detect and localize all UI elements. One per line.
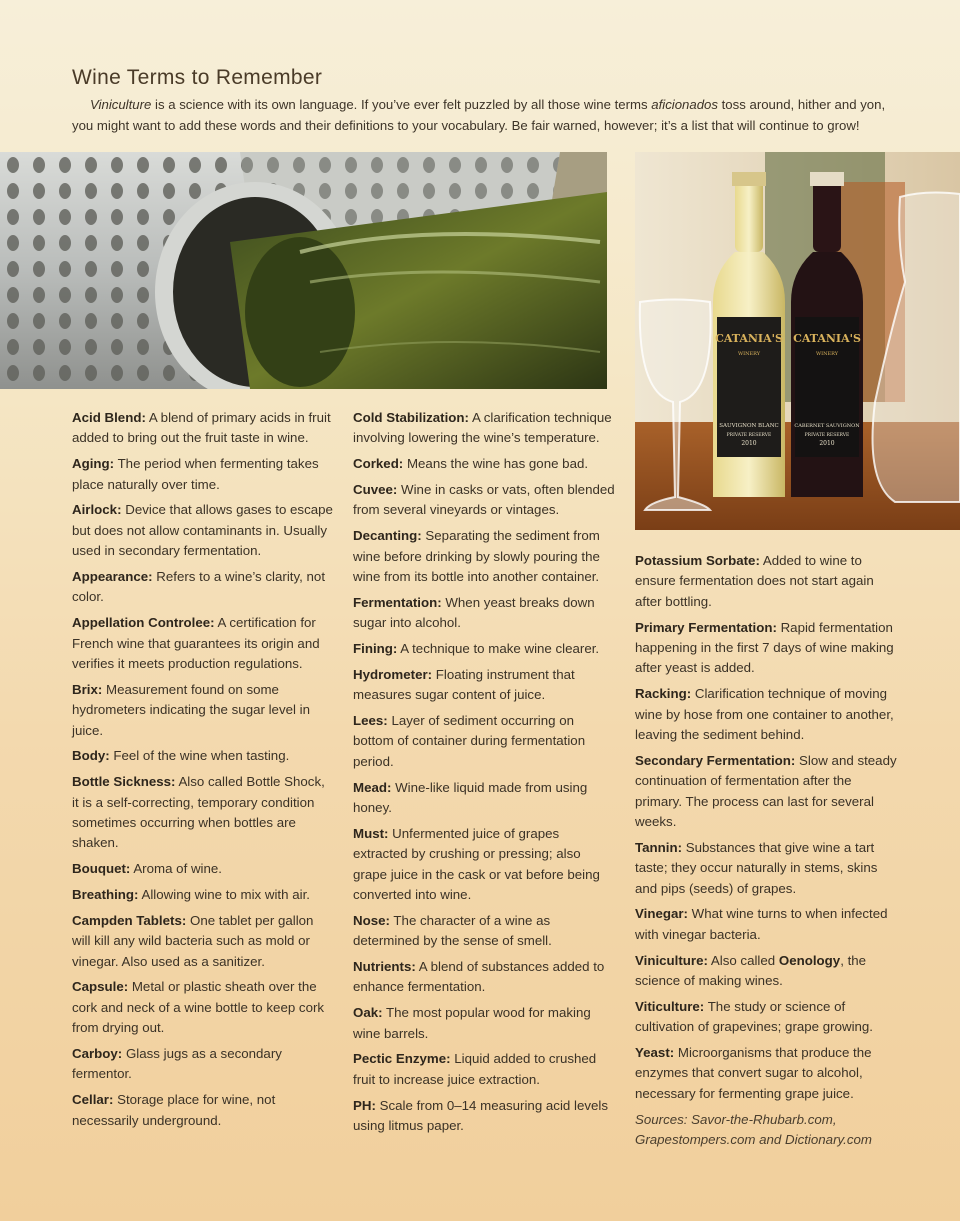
glossary-definition: A clarification technique involving lowering the wine’s temperature. [353, 410, 612, 446]
glossary-entry [353, 1049, 615, 1090]
glossary-entry [635, 618, 900, 679]
glossary-term: Appellation Controlee: [72, 615, 215, 631]
intro-paragraph [72, 94, 902, 136]
glossary-entry [72, 911, 334, 972]
glossary-definition: Metal or plastic sheath over the cork and neck of a wine bottle to keep cork from drying out. [72, 979, 325, 1036]
glossary-entry [72, 772, 334, 854]
glossary-term: Bouquet: [72, 861, 131, 877]
glossary-entry [635, 551, 900, 612]
glossary-entry [353, 824, 615, 906]
glossary-definition: Substances that give wine a tart taste; they occur naturally in stems, skins and pips (seeds) of grapes. [635, 839, 878, 896]
glossary-definition: What wine turns to when infected with vinegar bacteria. [635, 906, 888, 942]
glossary-definition: A certification for French wine that guarantees its origin and verifies it meets production regulations. [72, 615, 320, 672]
glossary-definition: Separating the sediment from wine before drinking by slowly pouring the wine from its bottle into another container. [353, 528, 600, 585]
glossary-entry [353, 957, 615, 998]
glossary-entry [353, 408, 615, 449]
glossary-definition: Clarification technique of moving wine by hose from one container to another, leaving the sediment behind. [635, 686, 894, 743]
glossary-entry [72, 977, 334, 1038]
glossary-definition: The period when fermenting takes place naturally over time. [72, 456, 319, 492]
glossary-term: Capsule: [72, 979, 129, 995]
glossary-column-3 [635, 551, 900, 1150]
glossary-definition: The study or science of cultivation of grapevines; grape growing. [635, 998, 874, 1035]
intro-aficionados: aficionados [651, 97, 718, 112]
glossary-term: Vinegar: [635, 906, 688, 922]
glossary-definition: Glass jugs as a secondary fermentor. [72, 1046, 282, 1082]
glossary-definition: , the science of making wines. [635, 952, 867, 989]
intro-text-1: is a science with its own language. If you’ve ever felt puzzled by all those wine terms [151, 97, 652, 112]
photo-wine-bottles [635, 152, 960, 530]
glossary-term: PH: [353, 1097, 376, 1113]
glossary-term: Fining: [353, 641, 398, 657]
glossary-definition: Aroma of wine. [133, 861, 222, 877]
glossary-entry [635, 838, 900, 899]
glossary-entry [353, 454, 615, 474]
glossary-term: Aging: [72, 456, 115, 472]
glossary-definition: Liquid added to crushed fruit to increase juice extraction. [353, 1051, 597, 1087]
glossary-term: Viniculture: [635, 952, 708, 968]
glossary-definition: Allowing wine to mix with air. [141, 887, 310, 903]
glossary-term: Nose: [353, 912, 390, 928]
glossary-definition: Storage place for wine, not necessarily underground. [72, 1092, 276, 1128]
glossary-term: Airlock: [72, 502, 122, 518]
glossary-definition: Means the wine has gone bad. [406, 456, 589, 472]
glossary-entry [72, 500, 334, 561]
glossary-entry [353, 1003, 615, 1044]
glossary-definition: Device that allows gases to escape but does not allow contaminants in. Usually used in secondary fermentation. [72, 502, 333, 559]
glossary-entry [353, 911, 615, 952]
glossary-term: Oak: [353, 1005, 383, 1021]
glossary-entry [353, 526, 615, 587]
white-label-brand: CATANIA'S [715, 332, 783, 345]
glossary-entry [72, 859, 334, 879]
glossary-entry [72, 613, 334, 674]
glossary-definition: Added to wine to ensure fermentation does not start again after bottling. [635, 553, 874, 609]
sources-note: Sources: Savor-the-Rhubarb.com, Grapestompers.com and Dictionary.com [635, 1111, 872, 1148]
glossary-term: Yeast: [635, 1045, 675, 1061]
glossary-term: Brix: [72, 681, 103, 697]
glossary-definition: A technique to make wine clearer. [400, 641, 600, 657]
glossary-entry [72, 1090, 334, 1131]
glossary-entry [635, 997, 900, 1038]
glossary-entry-viniculture [635, 951, 900, 992]
glossary-definition: Rapid fermentation happening in the first 7 days of wine making after yeast is added. [635, 619, 894, 676]
white-label-year: 2010 [741, 440, 757, 447]
red-label-year: 2010 [819, 440, 835, 447]
red-label-brand: CATANIA'S [793, 332, 861, 345]
glossary-definition: Wine in casks or vats, often blended from several vineyards or vintages. [353, 482, 615, 518]
glossary-term: Lees: [353, 713, 388, 729]
glossary-definition: Wine-like liquid made from using honey. [353, 779, 588, 816]
white-label-sub: WINERY [737, 351, 761, 357]
glossary-term: Body: [72, 748, 110, 764]
glossary-entry [72, 680, 334, 741]
glossary-term: Fermentation: [353, 594, 442, 610]
glossary-definition: One tablet per gallon will kill any wild bacteria such as mold or vinegar. Also used as a sanitizer. [72, 912, 314, 969]
glossary-term: Primary Fermentation: [635, 619, 777, 635]
glossary-definition: Also called [710, 952, 779, 968]
glossary-term: Campden Tablets: [72, 912, 187, 928]
glossary-term: Viticulture: [635, 998, 705, 1014]
glossary-term: Secondary Fermentation: [635, 752, 796, 768]
glossary-definition: Scale from 0–14 measuring acid levels using litmus paper. [353, 1097, 608, 1134]
red-label-reserve: PRIVATE RESERVE [804, 433, 850, 438]
glossary-term: Bottle Sickness: [72, 774, 176, 790]
glossary-term: Corked: [353, 456, 404, 472]
glossary-term: Carboy: [72, 1046, 123, 1062]
glossary-definition: The character of a wine as determined by the sense of smell. [353, 912, 552, 949]
red-label-sub: WINERY [815, 351, 839, 357]
intro-viniculture: Viniculture [90, 97, 152, 112]
glossary-term: Decanting: [353, 528, 422, 544]
glossary-term: Appearance: [72, 569, 153, 585]
glossary-definition: The most popular wood for making wine barrels. [353, 1005, 591, 1041]
glossary-term: Mead: [353, 779, 392, 795]
glossary-definition: When yeast breaks down sugar into alcohol. [353, 594, 595, 631]
photo-bottle-rack [0, 152, 607, 389]
glossary-entry [353, 639, 615, 659]
glossary-entry [72, 885, 334, 905]
glossary-entry [635, 1043, 900, 1104]
glossary-term: Tannin: [635, 839, 683, 855]
glossary-definition: Refers to a wine’s clarity, not color. [72, 569, 326, 605]
glossary-term: Racking: [635, 686, 692, 702]
page-title: Wine Terms to Remember [72, 66, 323, 89]
glossary-term: Cuvee: [353, 482, 398, 497]
glossary-entry [353, 711, 615, 772]
glossary-definition: Layer of sediment occurring on bottom of container during fermentation period. [353, 713, 586, 769]
white-label-reserve: PRIVATE RESERVE [726, 433, 772, 438]
glossary-column-2 [353, 408, 615, 1142]
glossary-entry [72, 567, 334, 608]
glossary-definition: Microorganisms that produce the enzymes that convert sugar to alcohol, necessary for fermenting grape juice. [635, 1045, 872, 1101]
glossary-entry [72, 746, 334, 766]
glossary-definition: Measurement found on some hydrometers indicating the sugar level in juice. [72, 681, 310, 738]
glossary-term: Must: [353, 825, 389, 841]
glossary-term: Pectic Enzyme: [353, 1051, 451, 1067]
glossary-term: Potassium Sorbate: [635, 553, 760, 568]
glossary-definition: Floating instrument that measures sugar content of juice. [353, 666, 575, 703]
glossary-entry [353, 1096, 615, 1137]
glossary-entry [353, 480, 615, 521]
intro-text-2: toss around, hither and yon, you might want to add these words and their definitions to your vocabulary. Be fair warned, however; it’s a list that will continue to grow! [72, 97, 886, 133]
glossary-entry [635, 904, 900, 945]
glossary-definition: Also called Bottle Shock, it is a self-correcting, temporary condition sometimes occurring when bottles are shaken. [72, 774, 325, 851]
red-label-varietal: CABERNET SAUVIGNON [794, 423, 860, 429]
glossary-column-1 [72, 408, 334, 1136]
glossary-entry [635, 684, 900, 745]
glossary-term: Acid Blend: [72, 410, 146, 425]
glossary-entry [353, 593, 615, 634]
glossary-oenology: Oenology [778, 952, 841, 968]
glossary-term: Hydrometer: [353, 666, 433, 682]
glossary-entry [72, 1044, 334, 1085]
glossary-definition: A blend of primary acids in fruit added to bring out the fruit taste in wine. [72, 410, 331, 446]
glossary-definition: A blend of substances added to enhance fermentation. [353, 959, 605, 995]
glossary-entry [72, 454, 334, 495]
white-label-varietal: SAUVIGNON BLANC [719, 423, 779, 429]
glossary-entry [353, 778, 615, 819]
glossary-term: Cellar: [72, 1092, 114, 1108]
glossary-term: Nutrients: [353, 959, 416, 975]
glossary-entry [72, 408, 334, 449]
glossary-term: Breathing: [72, 887, 139, 903]
glossary-entry [353, 665, 615, 706]
glossary-term: Cold Stabilization: [353, 410, 469, 425]
glossary-definition: Feel of the wine when tasting. [113, 748, 290, 764]
glossary-definition: Slow and steady continuation of fermentation after the primary. The process can last for several weeks. [635, 752, 897, 830]
glossary-entry [635, 751, 900, 833]
glossary-definition: Unfermented juice of grapes extracted by crushing or pressing; also grape juice in the cask or vat before being converted into wine. [353, 825, 600, 903]
